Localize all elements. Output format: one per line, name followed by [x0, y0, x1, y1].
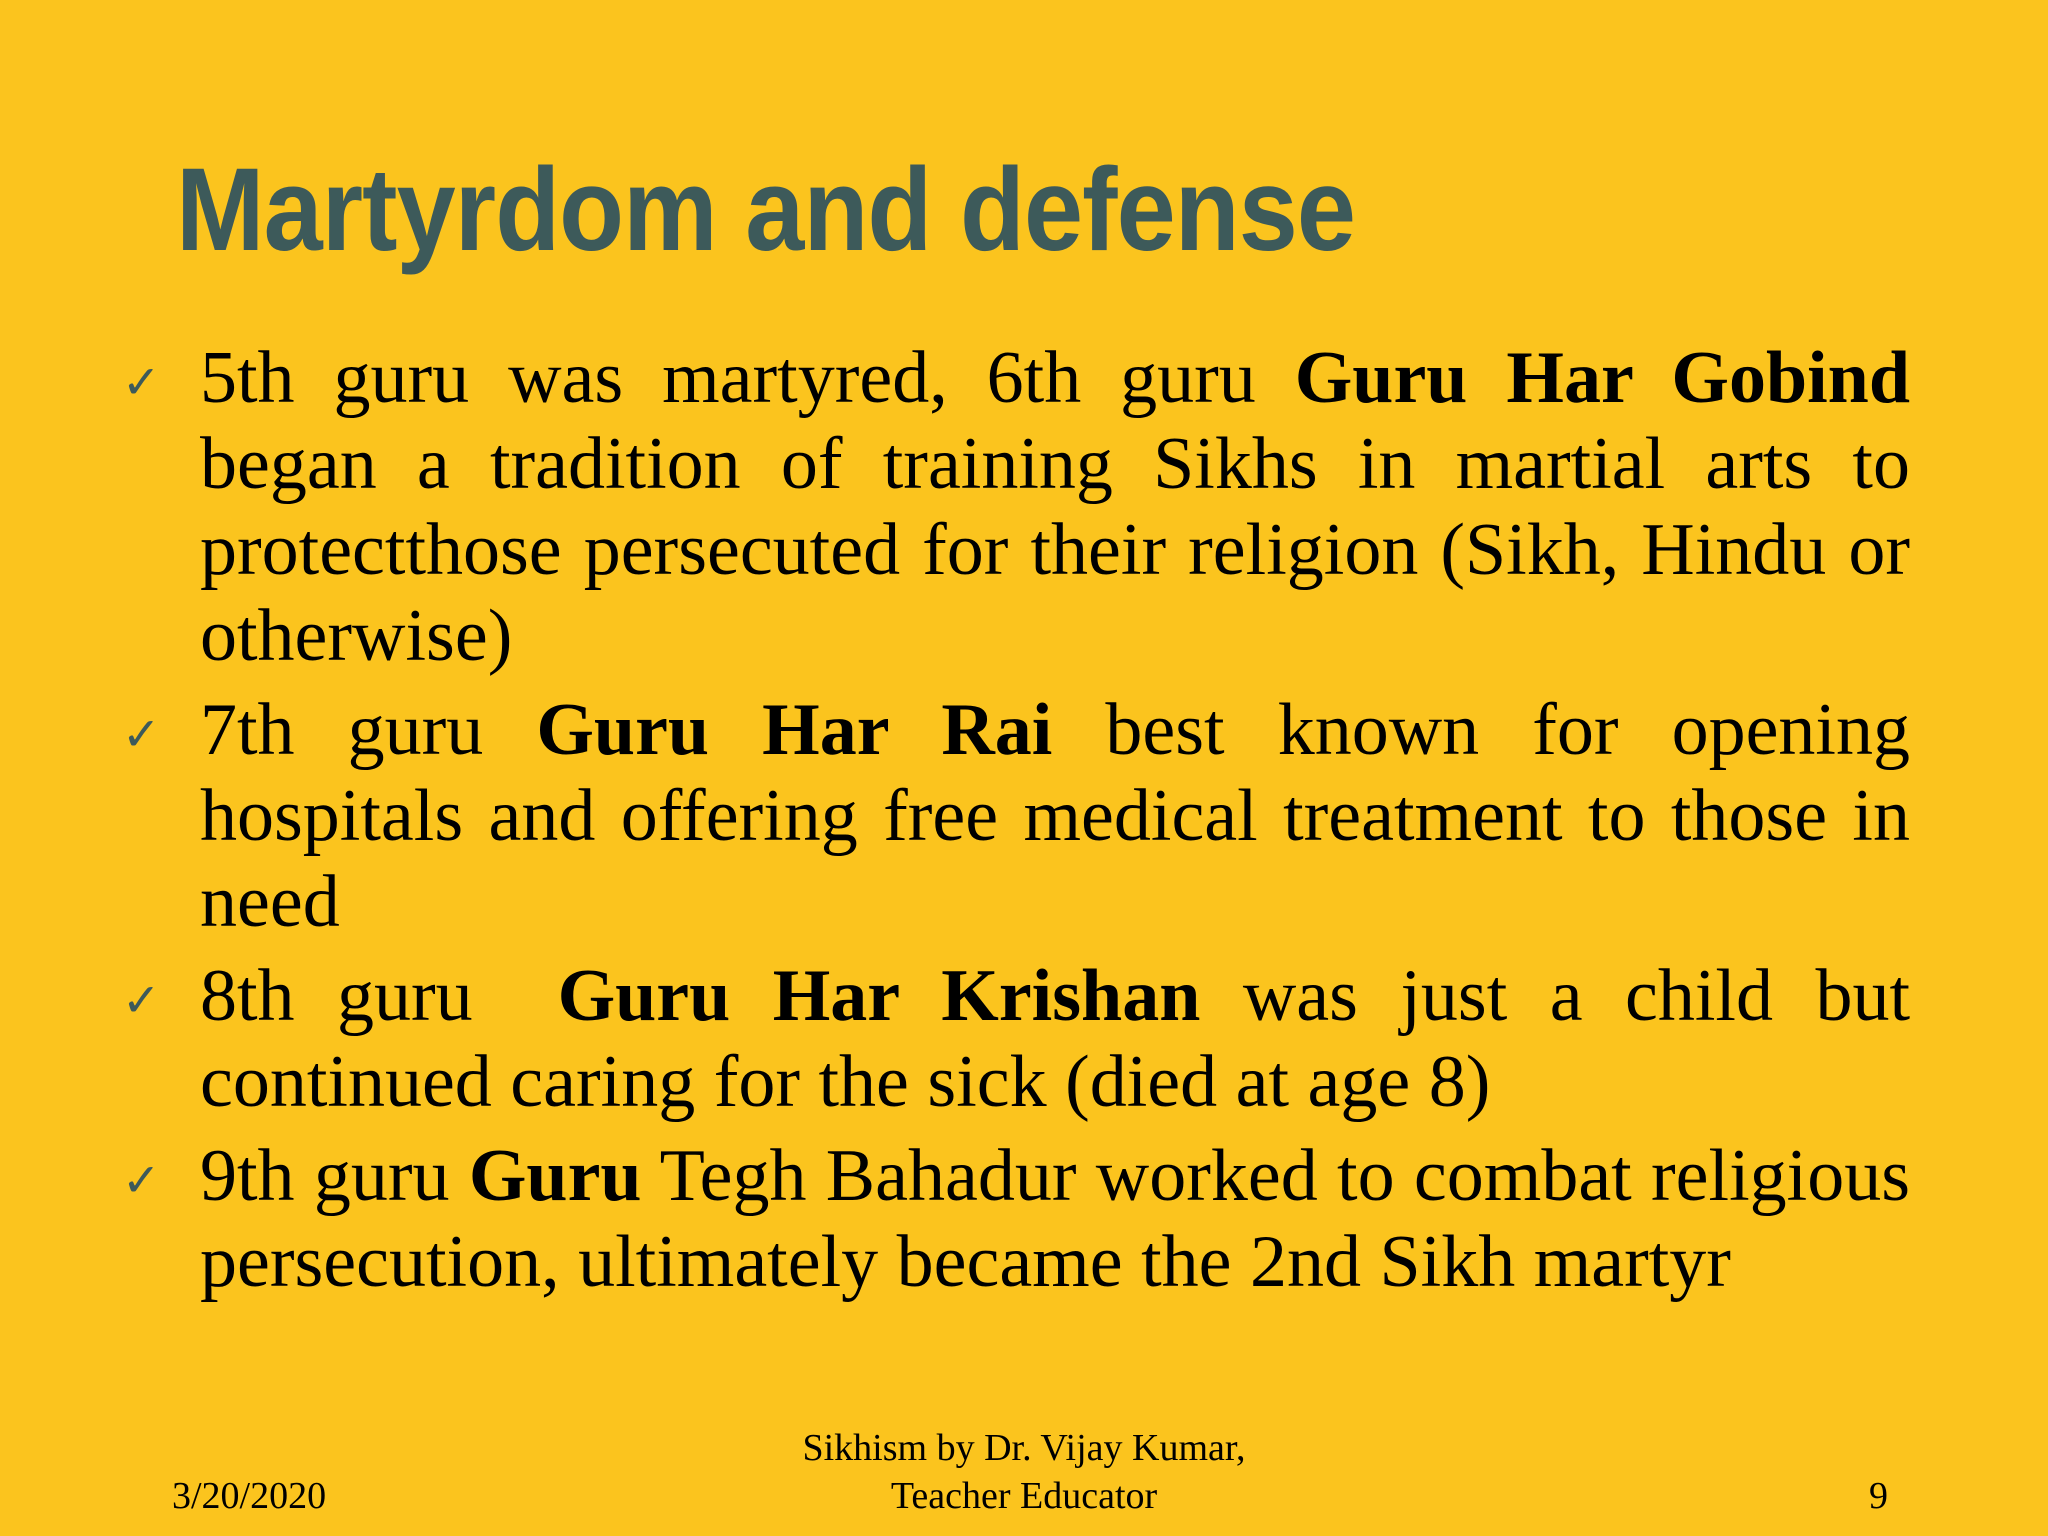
slide-number: 9	[1869, 1475, 1888, 1517]
bullet-text: Tegh Bahadur worked to combat religious persecution, ultimately became the 2nd Sikh martyr	[200, 1135, 1911, 1303]
bullet-text: was just a child but continued caring for the sick (died at age 8)	[200, 955, 1911, 1123]
bullet-text: 5th guru was martyred, 6th guru	[200, 337, 1295, 419]
bullet-bold-text: Guru Har Krishan	[557, 955, 1201, 1037]
bullet-item	[120, 687, 1910, 945]
bullet-text: began a tradition of training Sikhs in martial arts to protectthose persecuted for their religion (Sikh, Hindu or otherwise)	[200, 423, 1910, 677]
bullet-text: 9th guru	[200, 1135, 469, 1217]
bullet-item	[120, 953, 1910, 1125]
check-mark-icon: ✓	[122, 1153, 161, 1207]
footer-date: 3/20/2020	[172, 1475, 327, 1517]
bullet-text: best known for opening hospitals and offering free medical treatment to those in need	[200, 689, 1910, 943]
footer-author-line: Teacher Educator	[890, 1475, 1158, 1517]
check-mark-icon: ✓	[122, 355, 161, 409]
bullet-item	[120, 335, 1910, 679]
footer-author	[724, 1424, 1324, 1520]
footer-author-line: Sikhism by Dr. Vijay Kumar,	[802, 1427, 1246, 1469]
bullet-bold-text: Guru Har Rai	[536, 689, 1053, 771]
bullet-text: 8th guru	[200, 955, 558, 1037]
slide-title: Martyrdom and defense	[176, 144, 1356, 276]
check-mark-icon: ✓	[122, 707, 161, 761]
bullet-item	[120, 1133, 1910, 1305]
bullet-bold-text: Guru Har Gobind	[1294, 337, 1910, 419]
bullet-bold-text: Guru	[468, 1135, 642, 1217]
bullet-list	[120, 335, 1910, 1313]
check-mark-icon: ✓	[122, 973, 161, 1027]
bullet-text: 7th guru	[200, 689, 537, 771]
